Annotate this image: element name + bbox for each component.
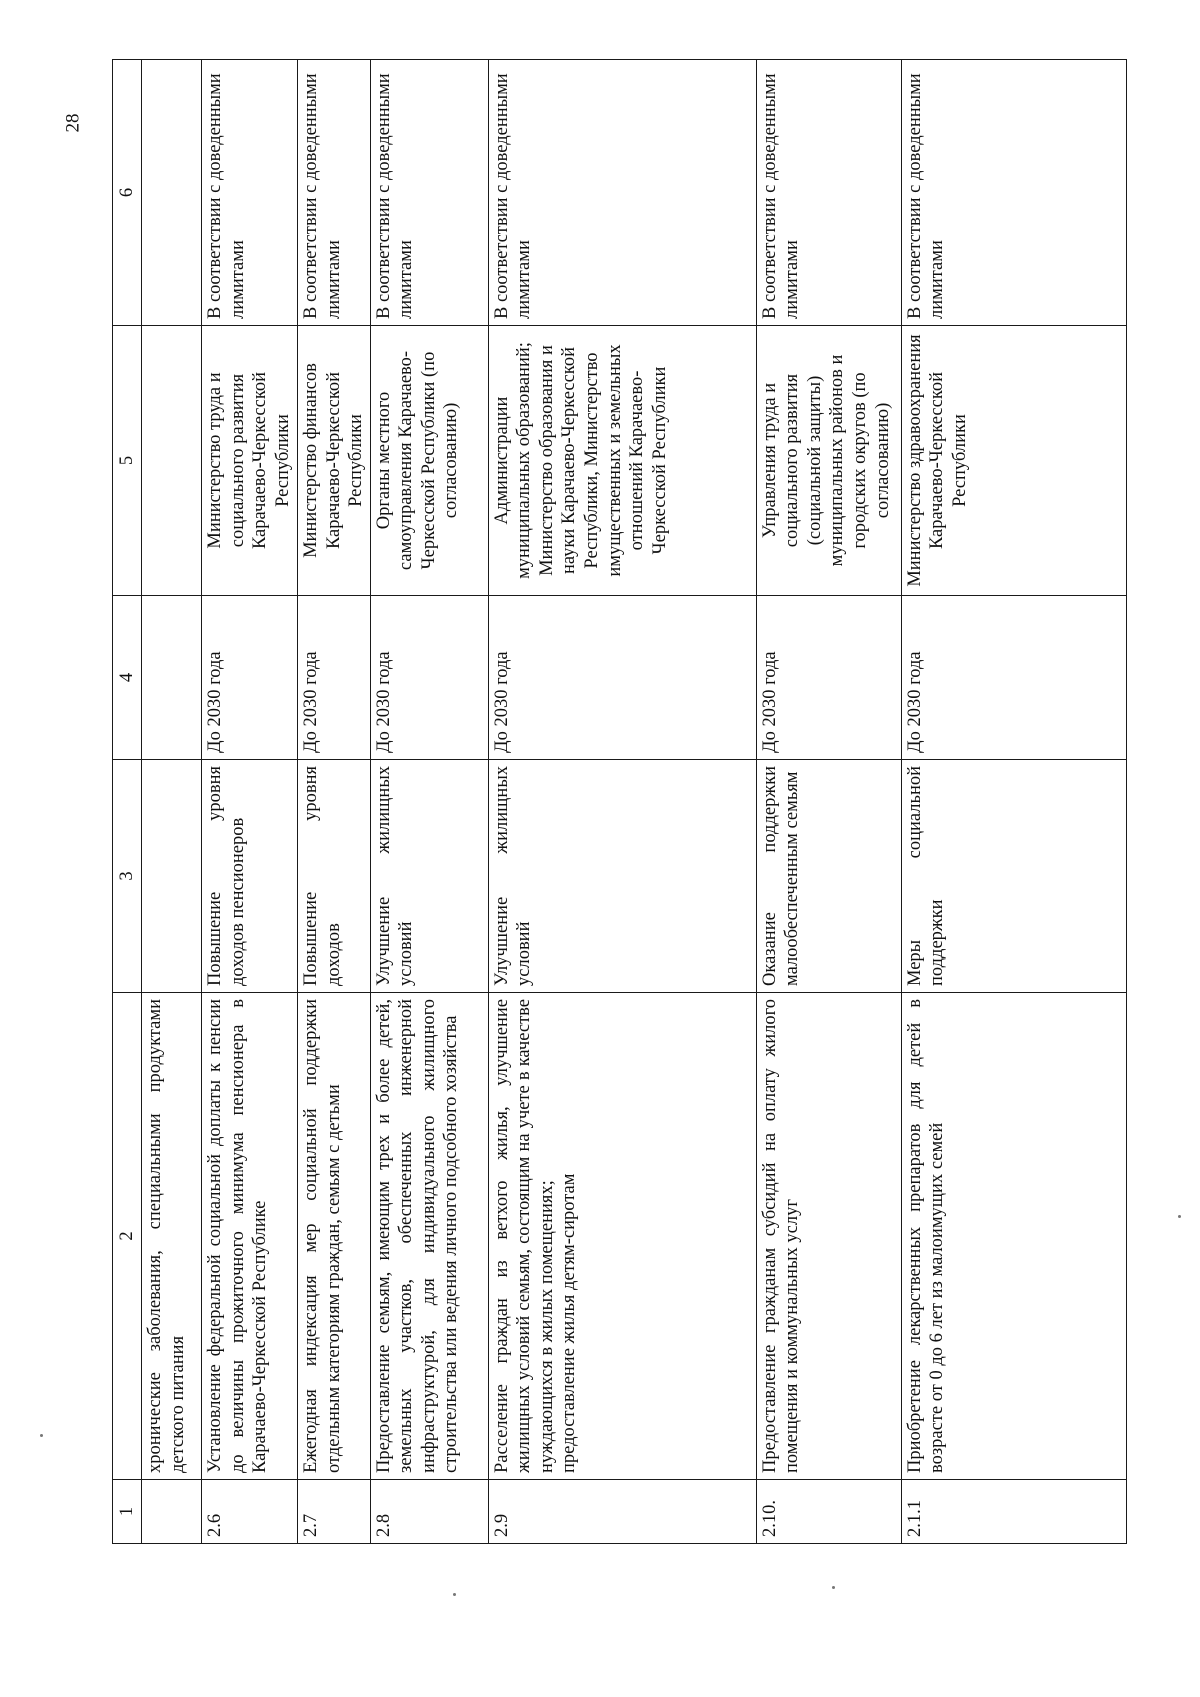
funding-cell: В соответствии с доведенными лимитами: [370, 60, 488, 326]
result-cell: Повышение уровня доходов: [298, 760, 371, 993]
header-cell: 1: [113, 1480, 142, 1544]
deadline-cell: До 2030 года: [202, 596, 298, 760]
deadline-cell: До 2030 года: [488, 596, 756, 760]
result-cell: Меры социальной поддержки: [901, 760, 1126, 993]
header-cell: 4: [113, 596, 142, 760]
table-row: [370, 60, 488, 1544]
executor-cell: Администрации муниципальных образований; Министерство образования и науки Карачаево-Черкесской Республики, Министерство имущественных и земельных отношений Карачаево-Черкесской Республики: [488, 326, 756, 596]
row-number: 2.8: [370, 1480, 488, 1544]
measure-cell: Предоставление гражданам субсидий на оплату жилого помещения и коммунальных услуг: [756, 993, 901, 1480]
funding-cell: В соответствии с доведенными лимитами: [901, 60, 1126, 326]
executor-cell: Органы местного самоуправления Карачаево-Черкесской Республики (по согласованию): [370, 326, 488, 596]
table-row: [298, 60, 371, 1544]
rotated-table-container: [112, 60, 1127, 1544]
table-row: [901, 60, 1126, 1544]
row-number: [142, 1480, 202, 1544]
scan-speck: [453, 1593, 456, 1596]
measure-cell: Предоставление семьям, имеющим трех и более детей, земельных участков, обеспеченных инженерной инфраструктурой, для индивидуального жилищного строительства или ведения личного подсобного хозяйства: [370, 993, 488, 1480]
measure-cell: Ежегодная индексация мер социальной поддержки отдельным категориям граждан, семьям с детьми: [298, 993, 371, 1480]
funding-cell: [142, 60, 202, 326]
executor-cell: [142, 326, 202, 596]
executor-cell: Управления труда и социального развития (социальной защиты) муниципальных районов и городских округов (по согласованию): [756, 326, 901, 596]
deadline-cell: До 2030 года: [370, 596, 488, 760]
executor-cell: Министерство финансов Карачаево-Черкесской Республики: [298, 326, 371, 596]
header-row: [113, 60, 142, 1544]
row-number: 2.1.1: [901, 1480, 1126, 1544]
row-number: 2.6: [202, 1480, 298, 1544]
deadline-cell: До 2030 года: [298, 596, 371, 760]
result-cell: Улучшение жилищных условий: [370, 760, 488, 993]
measure-cell: Установление федеральной социальной доплаты к пенсии до величины прожиточного минимума пенсионера в Карачаево-Черкесской Республике: [202, 993, 298, 1480]
scan-speck: [40, 1434, 43, 1437]
executor-cell: Министерство здравоохранения Карачаево-Черкесской Республики: [901, 326, 1126, 596]
row-number: 2.7: [298, 1480, 371, 1544]
measure-continuation: хронические заболевания, специальными продуктами детского питания: [142, 993, 202, 1480]
funding-cell: В соответствии с доведенными лимитами: [756, 60, 901, 326]
header-cell: 6: [113, 60, 142, 326]
header-cell: 5: [113, 326, 142, 596]
header-cell: 3: [113, 760, 142, 993]
measure-cell: Приобретение лекарственных препаратов для детей в возрасте от 0 до 6 лет из малоимущих семей: [901, 993, 1126, 1480]
table-row: [142, 60, 202, 1544]
scan-speck: [1178, 1215, 1181, 1218]
result-cell: Оказание поддержки малообеспеченным семьям: [756, 760, 901, 993]
deadline-cell: До 2030 года: [756, 596, 901, 760]
executor-cell: Министерство труда и социального развития Карачаево-Черкесской Республики: [202, 326, 298, 596]
funding-cell: В соответствии с доведенными лимитами: [298, 60, 371, 326]
result-cell: Повышение уровня доходов пенсионеров: [202, 760, 298, 993]
measures-table: [112, 59, 1127, 1544]
deadline-cell: До 2030 года: [901, 596, 1126, 760]
measure-item: предоставление жилья детям-сиротам: [559, 1173, 580, 1473]
funding-cell: В соответствии с доведенными лимитами: [202, 60, 298, 326]
page-number: 28: [62, 113, 84, 133]
table-row: [756, 60, 901, 1544]
row-number: 2.9: [488, 1480, 756, 1544]
measure-cell: [488, 993, 756, 1480]
funding-cell: В соответствии с доведенными лимитами: [488, 60, 756, 326]
scan-speck: [832, 1586, 835, 1589]
row-number: 2.10.: [756, 1480, 901, 1544]
measure-item: Расселение граждан из ветхого жилья, улучшение жилищных условий семьям, состоящим на учете в качестве нуждающихся в жилых помещениях;: [491, 999, 557, 1473]
header-cell: 2: [113, 993, 142, 1480]
table-row: [488, 60, 756, 1544]
result-cell: [142, 760, 202, 993]
result-cell: Улучшение жилищных условий: [488, 760, 756, 993]
table-row: [202, 60, 298, 1544]
deadline-cell: [142, 596, 202, 760]
